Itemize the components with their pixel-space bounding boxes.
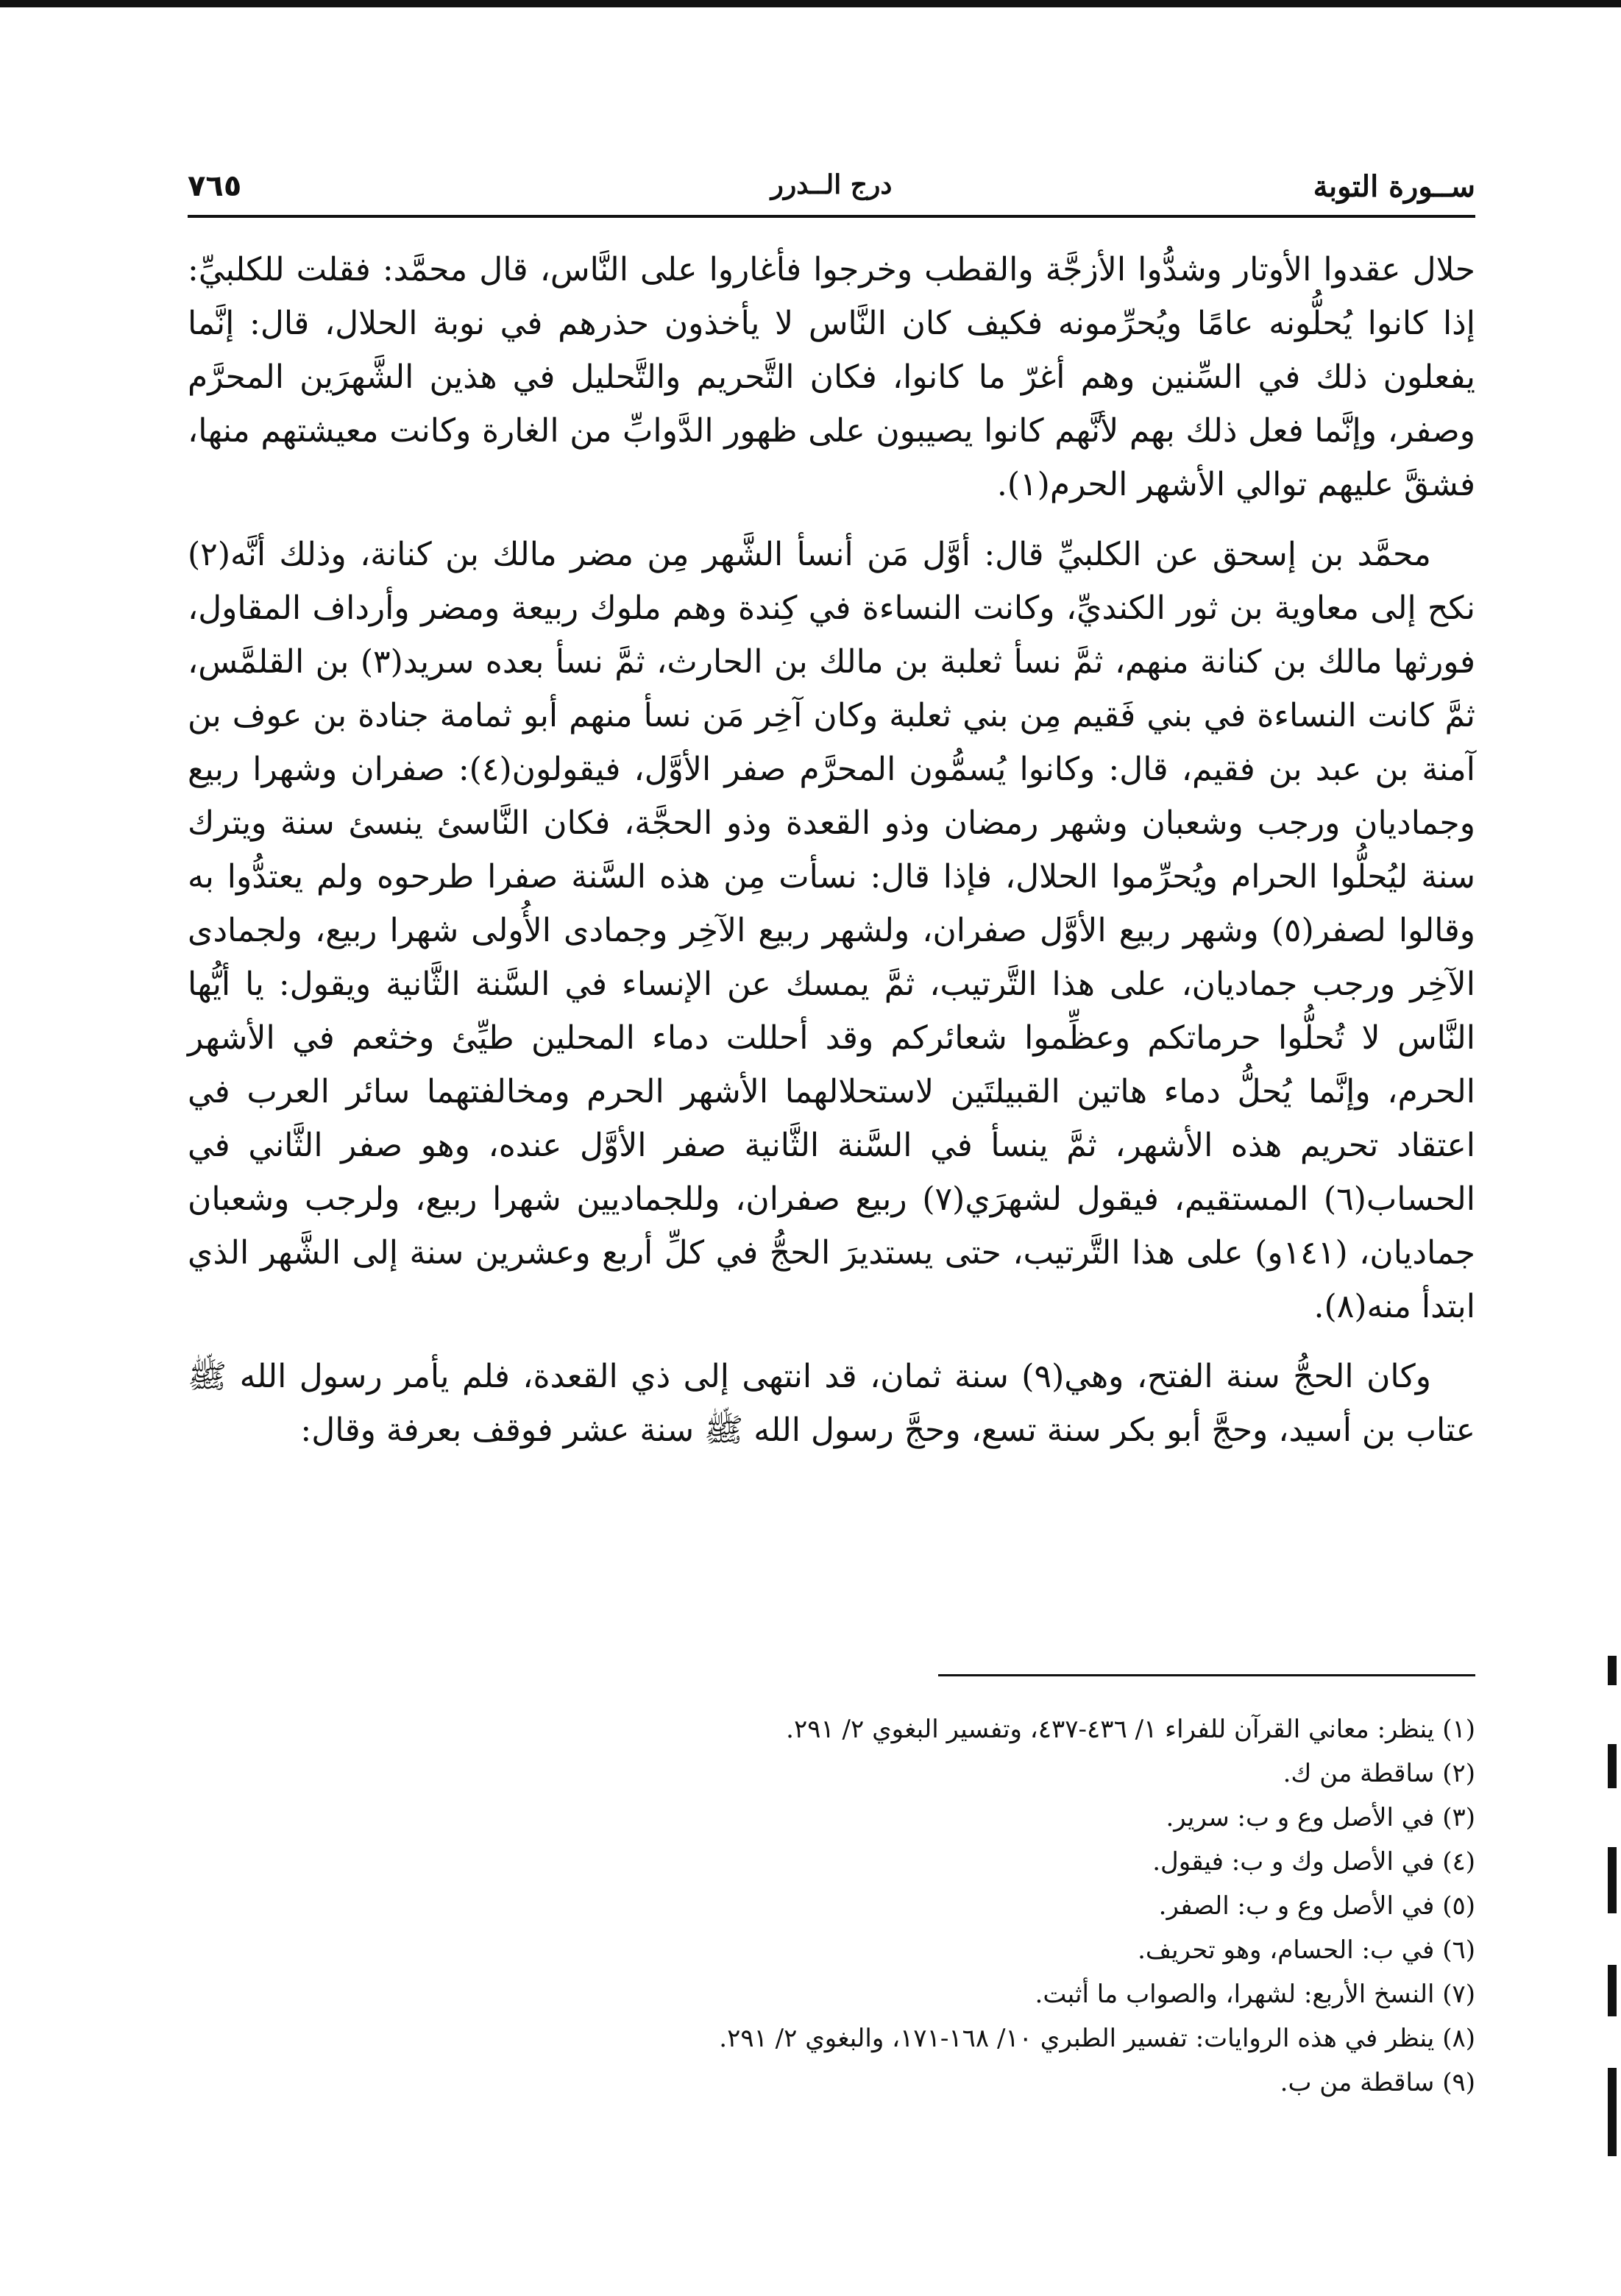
footnote: (٦) في ب: الحسام، وهو تحريف. — [1138, 1935, 1475, 1965]
scan-top-edge — [0, 0, 1621, 7]
footnote: (٣) في الأصل وع و ب: سرير. — [1166, 1803, 1475, 1832]
footnote: (٨) ينظر في هذه الروايات: تفسير الطبري ١٠/ ١٦٨-١٧١، والبغوي ٢/ ٢٩١. — [719, 2024, 1475, 2053]
book-title: درج الــدرر — [770, 169, 893, 200]
header-divider — [188, 215, 1475, 218]
footnote: (١) ينظر: معاني القرآن للفراء ١/ ٤٣٦-٤٣٧، وتفسير البغوي ٢/ ٢٩١. — [786, 1715, 1475, 1744]
footnote: (٢) ساقطة من ك. — [1283, 1759, 1475, 1788]
paragraph: وكان الحجُّ سنة الفتح، وهي(٩) سنة ثمان، قد انتهى إلى ذي القعدة، فلم يأمر رسول الله ﷺ عتاب بن أسيد، وحجَّ أبو بكر سنة تسع، وحجَّ رسول الله ﷺ سنة عشر فوقف بعرفة وقال: — [188, 1358, 1475, 1449]
edge-mark — [1608, 1656, 1617, 1685]
paragraph: حلال عقدوا الأوتار وشدُّوا الأزجَّة والقطب وخرجوا فأغاروا على النَّاس، قال محمَّد: فقلت للكلبيِّ: إذا كانوا يُحلُّونه عامًا ويُحرِّمونه فكيف كان النَّاس لا يأخذون حذرهم في نوبة الحلال، قال: إنَّما يفعلون ذلك في السِّنين وهم أغرّ ما كانوا، فكان التَّحريم والتَّحليل في هذين الشَّهرَين المحرَّم وصفر، وإنَّما فعل ذلك بهم لأنَّهم كانوا يصيبون على ظهور الدَّوابِّ من الغارة وكانت معيشتهم منها، فشقَّ عليهم توالي الأشهر الحرم(١). — [188, 251, 1475, 503]
running-header — [188, 163, 1475, 215]
footnote-divider — [938, 1674, 1475, 1676]
edge-mark — [1608, 1847, 1617, 1913]
footnotes — [188, 1707, 1475, 2105]
footnote: (٧) النسخ الأربع: لشهرا، والصواب ما أثبت. — [1035, 1980, 1475, 2009]
footnote: (٩) ساقطة من ب. — [1280, 2068, 1475, 2097]
edge-mark — [1608, 2068, 1617, 2156]
footnote: (٥) في الأصل وع و ب: الصفر. — [1158, 1891, 1475, 1921]
main-text — [188, 243, 1475, 1473]
paragraph: محمَّد بن إسحق عن الكلبيِّ قال: أوَّل مَن أنسأ الشَّهر مِن مضر مالك بن كنانة، وذلك أنَّه(٢) نكح إلى معاوية بن ثور الكنديِّ، وكانت النساءة في كِندة وهم ملوك ربيعة ومضر وأرداف المقاول، فورثها مالك بن كنانة منهم، ثمَّ نسأ ثعلبة بن مالك بن الحارث، ثمَّ نسأ بعده سريد(٣) بن القلمَّس، ثمَّ كانت النساءة في بني فَقيم مِن بني ثعلبة وكان آخِر مَن نسأ منهم أبو ثمامة جنادة بن عوف بن آمنة بن عبد بن فقيم، قال: وكانوا يُسمُّون المحرَّم صفر الأوَّل، فيقولون(٤): صفران وشهرا ربيع وجماديان ورجب وشعبان وشهر رمضان وذو القعدة وذو الحجَّة، فكان النَّاسئ ينسئ سنة ويترك سنة ليُحلُّوا الحرام ويُحرِّموا الحلال، فإذا قال: نسأت مِن هذه السَّنة صفرا طرحوه ولم يعتدُّوا به وقالوا لصفر(٥) وشهر ربيع الأوَّل صفران، ولشهر ربيع الآخِر وجمادى الأُولى شهرا ربيع، ولجمادى الآخِر ورجب جماديان، على هذا التَّرتيب، ثمَّ يمسك عن الإنساء في السَّنة الثَّانية ويقول: يا أيُّها النَّاس لا تُحلُّوا حرماتكم وعظِّموا شعائركم وقد أحللت دماء المحلين طيِّئ وخثعم في الأشهر الحرم، وإنَّما يُحلُّ دماء هاتين القبيلتَين لاستحلالهما الأشهر الحرم ومخالفتهما سائر العرب في اعتقاد تحريم هذه الأشهر، ثمَّ ينسأ في السَّنة الثَّانية صفر الأوَّل عنده، وهو صفر الثَّاني في الحساب(٦) المستقيم، فيقول لشهرَي(٧) ربيع صفران، وللجماديين شهرا ربيع، ولرجب وشعبان جماديان، (١٤١و) على هذا التَّرتيب، حتى يستديرَ الحجُّ في كلِّ أربع وعشرين سنة إلى الشَّهر الذي ابتدأ منه(٨). — [188, 536, 1475, 1325]
edge-mark — [1608, 1965, 1617, 2016]
footnote: (٤) في الأصل وك و ب: فيقول. — [1152, 1847, 1475, 1877]
page-number: ٧٦٥ — [188, 169, 242, 203]
edge-mark — [1608, 1744, 1617, 1788]
surah-title: ســورة التوبة — [1313, 169, 1475, 204]
scan-edge-marks — [1608, 1656, 1617, 2171]
